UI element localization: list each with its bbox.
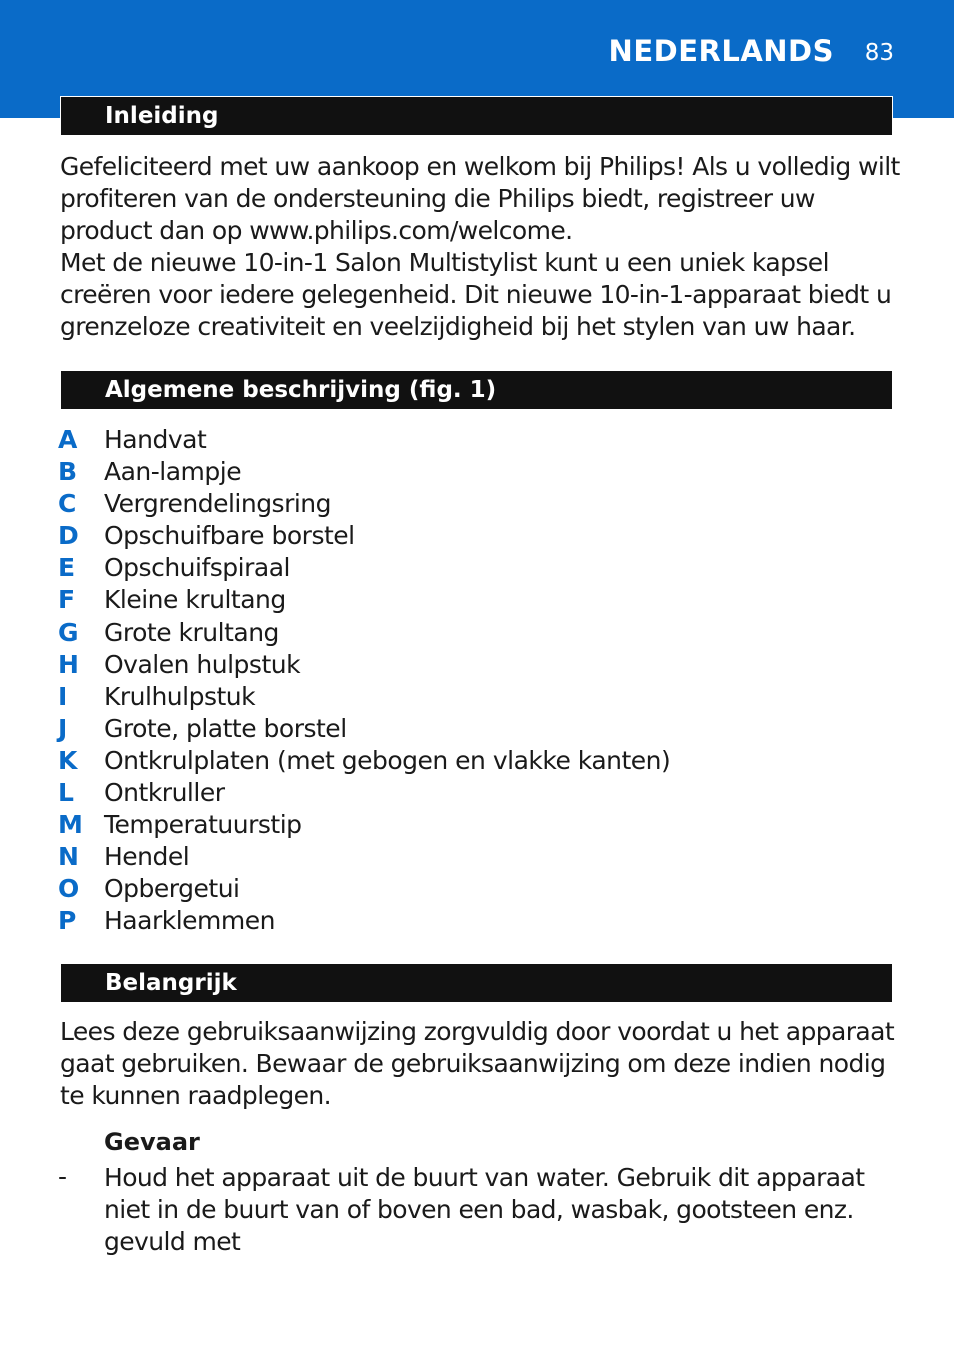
item-label: Ontkruller — [104, 778, 225, 808]
item-label: Handvat — [104, 425, 207, 454]
item-label: Kleine krultang — [104, 585, 286, 615]
item-label: Krulhulpstuk — [104, 681, 256, 711]
item-letter: N — [58, 842, 79, 872]
item-letter: H — [58, 649, 79, 679]
item-label: Ontkrulplaten (met gebogen en vlakke kanten) — [104, 745, 671, 775]
section-title-intro: Inleiding — [105, 103, 219, 129]
intro-text: Gefeliciteerd met uw aankoop en welkom bij Philips! Als u volledig wilt profiteren van de ondersteuning die Philips biedt, registreer uw product dan op www.philips.com/welcome. Met de nieuwe 10-in-1 Salon Multistylist kunt u een uniek kapsel creëren voor iedere gelegenheid. Dit nieuwe 10-in-1-apparaat biedt u grenzeloze creativiteit en veelzijdigheid bij het stylen van uw haar. — [60, 152, 900, 341]
item-label: Opbergetui — [104, 874, 240, 904]
item-letter: K — [58, 745, 77, 775]
list-item — [58, 809, 670, 841]
item-label: Opschuifspiraal — [104, 553, 290, 583]
list-item — [58, 873, 670, 905]
list-item — [58, 488, 670, 520]
item-label: Aan-lampje — [104, 457, 242, 487]
list-item — [58, 649, 670, 681]
item-letter: J — [58, 713, 67, 743]
list-item — [58, 745, 670, 777]
item-label: Temperatuurstip — [104, 810, 302, 840]
item-letter: C — [58, 489, 76, 519]
item-letter: D — [58, 521, 79, 551]
item-label: Opschuifbare borstel — [104, 521, 355, 551]
parts-list — [58, 424, 670, 938]
item-letter: B — [58, 457, 77, 487]
bullet-marker: - — [58, 1162, 68, 1191]
item-letter: G — [58, 617, 79, 647]
list-item — [58, 841, 670, 873]
item-letter: M — [58, 810, 83, 840]
list-item — [58, 552, 670, 584]
item-letter: I — [58, 681, 67, 711]
list-item — [58, 905, 670, 937]
danger-bullet-text: Houd het apparaat uit de buurt van water. Gebruik dit apparaat niet in de buurt van of boven een bad, wasbak, gootsteen enz. gevuld met — [104, 1163, 865, 1256]
language-title: NEDERLANDS — [608, 34, 834, 68]
section-bar-intro — [60, 96, 893, 136]
section-title-important: Belangrijk — [105, 970, 237, 996]
item-label: Hendel — [104, 842, 190, 872]
item-label: Grote, platte borstel — [104, 713, 347, 743]
intro-paragraph — [60, 151, 900, 343]
list-item — [58, 584, 670, 616]
list-item — [58, 777, 670, 809]
list-item — [58, 617, 670, 649]
item-letter: L — [58, 778, 74, 808]
list-item — [58, 713, 670, 745]
item-letter: E — [58, 553, 75, 583]
item-label: Haarklemmen — [104, 906, 275, 936]
item-letter: F — [58, 585, 75, 615]
item-letter: O — [58, 874, 79, 904]
item-letter: P — [58, 906, 76, 936]
important-paragraph: Lees deze gebruiksaanwijzing zorgvuldig door voordat u het apparaat gaat gebruiken. Bewaar de gebruiksaanwijzing om deze indien nodig te kunnen raadplegen. — [60, 1017, 895, 1110]
danger-heading: Gevaar — [104, 1128, 200, 1156]
item-label: Grote krultang — [104, 617, 279, 647]
item-label: Ovalen hulpstuk — [104, 649, 301, 679]
list-item — [58, 520, 670, 552]
list-item — [58, 681, 670, 713]
section-bar-important — [60, 963, 893, 1003]
section-title-description: Algemene beschrijving (fig. 1) — [105, 377, 497, 403]
list-item — [58, 456, 670, 488]
list-item — [58, 424, 670, 456]
item-label: Vergrendelingsring — [104, 489, 332, 519]
section-bar-description — [60, 370, 893, 410]
page-number: 83 — [864, 40, 894, 66]
item-letter: A — [58, 425, 77, 454]
